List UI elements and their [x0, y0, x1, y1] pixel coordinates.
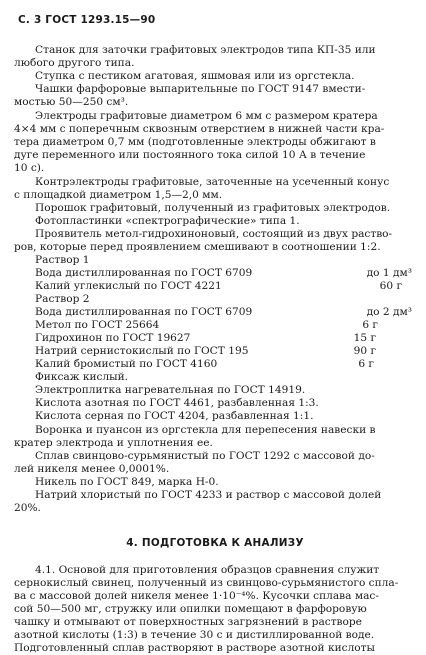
text-line: с площадкой диаметром 1,5—2,0 мм.	[14, 189, 223, 201]
paragraph-line: азотной кислоты (1:3) в течение 30 с и дистиллированной воде.	[14, 629, 375, 641]
reagent-name: Вода дистиллированная по ГОСТ 6709	[35, 267, 253, 279]
reagent-amount: 6 г	[358, 358, 374, 370]
text-line: Сплав свинцово-сурьмянистый по ГОСТ 1292 с массовой до-	[35, 450, 375, 462]
text-line: Ступка с пестиком агатовая, яшмовая или из оргстекла.	[35, 70, 355, 82]
page-header: С. 3 ГОСТ 1293.15—90	[18, 14, 156, 26]
reagent-name: Гидрохинон по ГОСТ 19627	[35, 332, 191, 344]
reagent-row	[14, 319, 416, 332]
reagent-name: Метол по ГОСТ 25664	[35, 319, 160, 331]
reagent-name: Калий углекислый по ГОСТ 4221	[35, 280, 222, 292]
text-line: Контрэлектроды графитовые, заточенные на усеченный конус	[35, 176, 390, 188]
text-line: Электроплитка нагревательная по ГОСТ 14919.	[35, 384, 306, 396]
reagent-row	[14, 267, 416, 280]
paragraph-line: Подготовленный сплав растворяют в растворе азотной кислоты	[14, 642, 375, 654]
text-line: 10 с).	[14, 162, 45, 174]
text-line: Воронка и пуансон из оргстекла для перепесения навески в	[35, 424, 376, 436]
text-line: Кислота серная по ГОСТ 4204, разбавленная 1:1.	[35, 410, 314, 422]
text-line: Порошок графитовый, полученный из графитовых электродов.	[35, 202, 391, 214]
text-line: Натрий хлористый по ГОСТ 4233 и раствор с массовой долей	[35, 489, 382, 501]
text-line: Фотопластинки «спектрографические» типа 1.	[35, 215, 300, 227]
text-line: лей никеля менее 0,0001%.	[14, 463, 170, 475]
reagent-amount: 6 г	[362, 319, 378, 331]
reagent-row	[14, 332, 416, 345]
text-line: любого другого типа.	[14, 57, 135, 69]
text-line: ров, которые перед проявлением смешивают в соотношении 1:2.	[14, 241, 381, 253]
text-line: Раствор 1	[35, 254, 90, 266]
text-line: Станок для заточки графитовых электродов типа КП-35 или	[35, 44, 376, 56]
paragraph-line: 4.1. Основой для приготовления образцов сравнения служит	[35, 564, 380, 576]
reagent-amount: до 2 дм³	[366, 306, 412, 318]
paragraph-line: сернокислый свинец, полученный из свинцово-сурьмянистого спла-	[14, 577, 399, 589]
reagent-amount: 60 г	[379, 280, 402, 292]
text-line: дуге переменного или постоянного тока силой 10 А в течение	[14, 149, 366, 161]
reagent-row	[14, 280, 416, 293]
text-line: мостью 50—250 см³.	[14, 96, 129, 108]
text-line: 4×4 мм с поперечным сквозным отверстием в нижней части кра-	[14, 123, 385, 135]
paragraph-line: ва с массовой долей никеля менее 1·10⁻⁴%. Кусочки сплава мас-	[14, 590, 379, 602]
text-line: Фиксаж кислый.	[35, 371, 129, 383]
text-line: Проявитель метол-гидрохиноновый, состоящий из двух раство-	[35, 228, 393, 240]
text-line: тера диаметром 0,7 мм (подготовленные электроды обжигают в	[14, 136, 376, 148]
text-line: Раствор 2	[35, 293, 90, 305]
text-line: Кислота азотная по ГОСТ 4461, разбавленная 1:3.	[35, 397, 319, 409]
reagent-row	[14, 358, 416, 371]
reagent-name: Натрий сернистокислый по ГОСТ 195	[35, 345, 249, 357]
reagent-name: Вода дистиллированная по ГОСТ 6709	[35, 306, 253, 318]
paragraph-line: чашку и отмывают от поверхностных загрязнений в растворе	[14, 616, 362, 628]
reagent-row	[14, 345, 416, 358]
section-heading: 4. ПОДГОТОВКА К АНАЛИЗУ	[126, 537, 304, 549]
text-line: кратер электрода и уплотнения ее.	[14, 437, 213, 449]
text-line: 20%.	[14, 502, 41, 514]
reagent-amount: 90 г	[353, 345, 376, 357]
reagent-amount: до 1 дм³	[366, 267, 412, 279]
text-line: Электроды графитовые диаметром 6 мм с размером кратера	[35, 110, 378, 122]
reagent-amount: 15 г	[353, 332, 376, 344]
text-line: Никель по ГОСТ 849, марка Н-0.	[35, 476, 219, 488]
reagent-name: Калий бромистый по ГОСТ 4160	[35, 358, 218, 370]
text-line: Чашки фарфоровые выпарительные по ГОСТ 9147 вмести-	[35, 83, 366, 95]
reagent-row	[14, 306, 416, 319]
paragraph-line: сой 50—500 мг, стружку или опилки помещают в фарфоровую	[14, 603, 367, 615]
